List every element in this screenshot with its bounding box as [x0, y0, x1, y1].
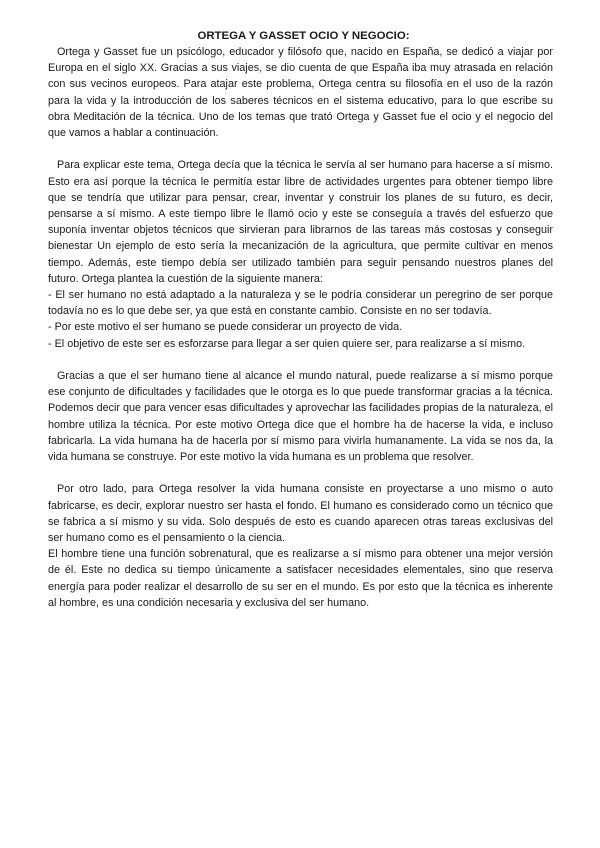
paragraph-conclusion: El hombre tiene una función sobrenatural, que es realizarse a sí mismo para obtener una mejor versión de él. Este no dedica su tiempo únicamente a satisfacer necesidades elementales, sino que reserva energía para poder realizar el desarrollo de su ser en el mundo. Es por esto que la técnica es inherente al hombre, es una condición necesaria y exclusiva del ser humano.: [48, 548, 553, 609]
paragraph-project: Por otro lado, para Ortega resolver la vida humana consiste en proyectarse a uno mismo o auto fabricarse, es decir, explorar nuestro ser hasta el fondo. El humano es considerado como un técnico que se fabrica a sí mismo y su vida. Solo después de esto es cuando aparecen otras tareas exclusivas del ser humano como es el pensamiento o la ciencia.: [48, 483, 553, 545]
bullet-item: - El ser humano no está adaptado a la naturaleza y se le podría considerar un peregrino de ser porque todavía no es lo que debe ser, ya que está en constante cambio. Consiste en no ser todavía.: [48, 289, 553, 318]
paragraph-nature: Gracias a que el ser humano tiene al alcance el mundo natural, puede realizarse a sí mismo porque ese conjunto de dificultades y facilidades que le otorga es lo que puede transformar gracias a la técnica. Podemos decir que para vencer esas dificultades y aprovechar las facilidades propias de la naturaleza, el hombre utiliza la técnica. Por este motivo Ortega dice que el hombre ha de hacerse la vida, e incluso fabricarla. La vida humana ha de hacerla por sí mismo para vivirla humanamente. La vida se nos da, la vida humana se construye. Por este motivo la vida humana es un problema que resolver.: [48, 370, 553, 464]
document-page: [48, 28, 553, 611]
bullet-item: - Por este motivo el ser humano se puede considerar un proyecto de vida.: [48, 321, 403, 334]
paragraph-spacer: [48, 352, 553, 368]
paragraph-intro: Ortega y Gasset fue un psicólogo, educador y filósofo que, nacido en España, se dedicó a viajar por Europa en el siglo XX. Gracias a sus viajes, se dio cuenta de que España iba muy atrasada en relación con sus vecinos europeos. Para atajar este problema, Ortega centra su filosofía en el uso de la razón para la vida y la introducción de los saberes técnicos en el sistema educativo, para lo que escribe su obra Meditación de la técnica. Uno de los temas que trató Ortega y Gasset fue el ocio y el negocio del que vamos a hablar a continuación.: [48, 46, 553, 140]
paragraph-spacer: [48, 465, 553, 481]
document-title: ORTEGA Y GASSET OCIO Y NEGOCIO:: [197, 30, 410, 42]
paragraph-explanation: Para explicar este tema, Ortega decía que la técnica le servía al ser humano para hacerse a sí mismo. Esto era así porque la técnica le permitía estar libre de actividades urgentes para obtener tiempo libre que se tendría que utilizar para pensar, crear, inventar y construir los planes de su futuro, es decir, pensarse a sí mismo. A este tiempo libre le llamó ocio y este se conseguía a través del esfuerzo que suponía inventar objetos técnicos que sirvieran para librarnos de las tareas más costosas y conseguir bienestar Un ejemplo de esto sería la mecanización de la agricultura, que permite cultivar en menos tiempo. Además, este tiempo debía ser utilizado también para seguir pensando nuestros planes del futuro. Ortega plantea la cuestión de la siguiente manera:: [48, 159, 553, 285]
bullet-item: - El objetivo de este ser es esforzarse para llegar a ser quien quiere ser, para realizarse a sí mismo.: [48, 337, 526, 350]
paragraph-spacer: [48, 141, 553, 157]
